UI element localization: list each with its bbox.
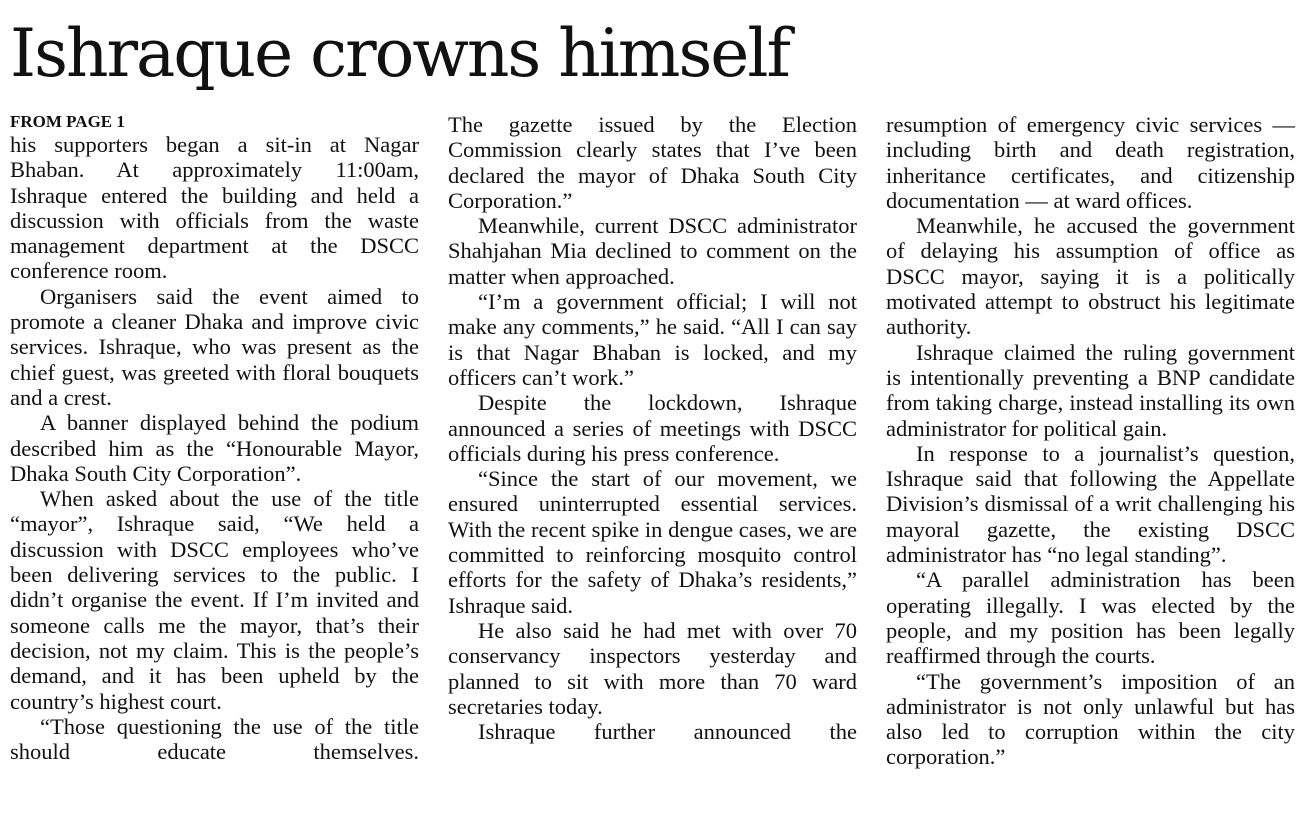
article-column-2 [448, 112, 857, 744]
paragraph: When asked about the use of the title “mayor”, Ishraque said, “We held a discussion with DSCC employees who’ve been delivering services to the public. I didn’t organise the event. If I’m invited and someone calls me the mayor, that’s their decision, not my claim. This is the people’s demand, and it has been upheld by the country’s highest court. [10, 486, 419, 714]
paragraph: In response to a journalist’s question, Ishraque said that following the Appellate Division’s dismissal of a writ challenging his mayoral gazette, the existing DSCC administrator has “no legal standing”. [886, 440, 1295, 568]
paragraph: Despite the lockdown, Ishraque announced a series of meetings with DSCC officials during his press conference. [448, 390, 857, 466]
paragraph: Organisers said the event aimed to promote a cleaner Dhaka and improve civic services. Ishraque, who was present as the chief guest, was greeted with floral bouquets and a crest. [10, 283, 419, 410]
paragraph: “Those questioning the use of the title should educate themselves. [10, 713, 419, 765]
article-column-3 [886, 112, 1295, 770]
paragraph: “Since the start of our movement, we ensured uninterrupted essential services. With the recent spike in dengue cases, we are committed to reinforcing mosquito control efforts for the safety of Dhaka’s residents,” Ishraque said. [448, 466, 857, 618]
paragraph: He also said he had met with over 70 conservancy inspectors yesterday and planned to sit with more than 70 ward secretaries today. [448, 617, 857, 719]
paragraph: “I’m a government official; I will not make any comments,” he said. “All I can say is that Nagar Bhaban is locked, and my officers can’t work.” [448, 289, 857, 390]
paragraph: “The government’s imposition of an administrator is not only unlawful but has also led to corruption within the city corporation.” [886, 668, 1295, 770]
article-column-1 [10, 112, 419, 764]
paragraph: Meanwhile, he accused the government of delaying his assumption of office as DSCC mayor, saying it is a politically motivated attempt to obstruct his legitimate authority. [886, 213, 1295, 340]
paragraph: “A parallel administration has been operating illegally. I was elected by the people, and my position has been legally reaffirmed through the courts. [886, 567, 1295, 669]
paragraph: Meanwhile, current DSCC administrator Shahjahan Mia declined to comment on the matter when approached. [448, 213, 857, 289]
paragraph: The gazette issued by the Election Commission clearly states that I’ve been declared the mayor of Dhaka South City Corporation.” [448, 112, 857, 213]
paragraph: resumption of emergency civic services — including birth and death registration, inheritance certificates, and citizenship documentation — at ward offices. [886, 112, 1295, 213]
paragraph: Ishraque claimed the ruling government is intentionally preventing a BNP candidate from taking charge, instead installing its own administrator for political gain. [886, 339, 1295, 441]
paragraph: his supporters began a sit-in at Nagar Bhaban. At approximately 11:00am, Ishraque entered the building and held a discussion with officials from the waste management department at the DSCC conference room. [10, 132, 419, 284]
headline: Ishraque crowns himself [10, 15, 789, 92]
paragraph: A banner displayed behind the podium described him as the “Honourable Mayor, Dhaka South City Corporation”. [10, 410, 419, 486]
continuation-kicker: FROM PAGE 1 [10, 112, 125, 131]
paragraph: Ishraque further announced the [478, 719, 857, 745]
